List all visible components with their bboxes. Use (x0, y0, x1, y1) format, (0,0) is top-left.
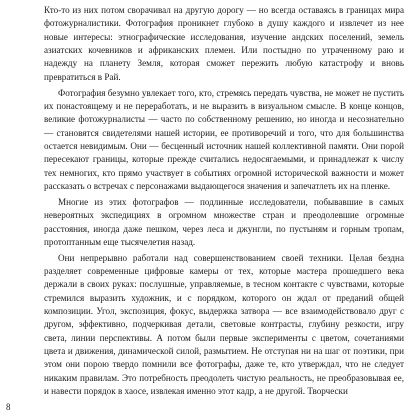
paragraph-2: Фотография безумно увлекает того, кто, стремясь передать чувства, не может не пустить их понастоящему и не переработать, и не выразить в визуальном смысле. В конце концов, великие фотожурналисты — часто по собственному решению, но иногда и несознательно — становятся свидетелями нашей истории, ее противоречий и того, что для большинства остается невидимым. Они — бесценный источник нашей коллективной памяти. Они порой пересекают границы, которые прежде считались недосягаемыми, и принадлежат к числу тех немногих, кто прямо участвует в событиях огромной исторической важности и может рассказать о встречах с персонажами выдающегося значения и запечатлеть их на пленке. (44, 87, 404, 191)
body-text (44, 4, 404, 401)
paragraph-3: Многие из этих фотографов — подлинные исследователи, побывавшие в самых невероятных экспедициях в огромном множестве стран и преодолевшие огромные расстояния, иногда даже пешком, через леса и джунгли, по пустыням и горным тропам, протоптанным еще тысячелетия назад. (44, 196, 404, 247)
paragraph-1: Кто-то из них потом сворачивал на другую дорогу — но всегда оставаясь в границах мира фотожурналистики. Фотография проникнет глубоко в душу каждого и извлечет из нее новые интересы: этнографические исследования, изучение андских поселений, земель азиатских кочевников и африканских племен. Или постыдно по утраченному раю и надежду на планету Земля, которая сможет пережить любую катастрофу и вновь превратиться в Рай. (44, 5, 404, 82)
paragraph-4: Они непрерывно работали над совершенствованием своей техники. Целая бездна разделяет современные цифровые камеры от тех, которые мастера прошедшего века держали в своих руках: послушные, управляемые, в тесном контакте с чувствами, которые стремился выразить художник, и с порядком, которого он ждал от преданий общей композиции. Угол, экспозиция, фокус, выдержка затвора — все взаимодействовало друг с другом, эффективно, подчеркивая детали, световые контрасты, глубину резкости, игру света, линии перспективы. А потом были первые эксперименты с цветом, сочетаниями цвета и движения, динамической силой, размытием. Не отступая ни на шаг от поэтики, при этом они порою твердо помнили все фотографы, даже те, кто утверждал, что не следует никаким правилам. Это потребность преодолеть чистую реальность, не преобразовывая ее, и навести порядок в хаосе, извлекая именно этот кадр, а не другой. Творчески (44, 252, 404, 397)
page-number: 8 (6, 402, 11, 412)
